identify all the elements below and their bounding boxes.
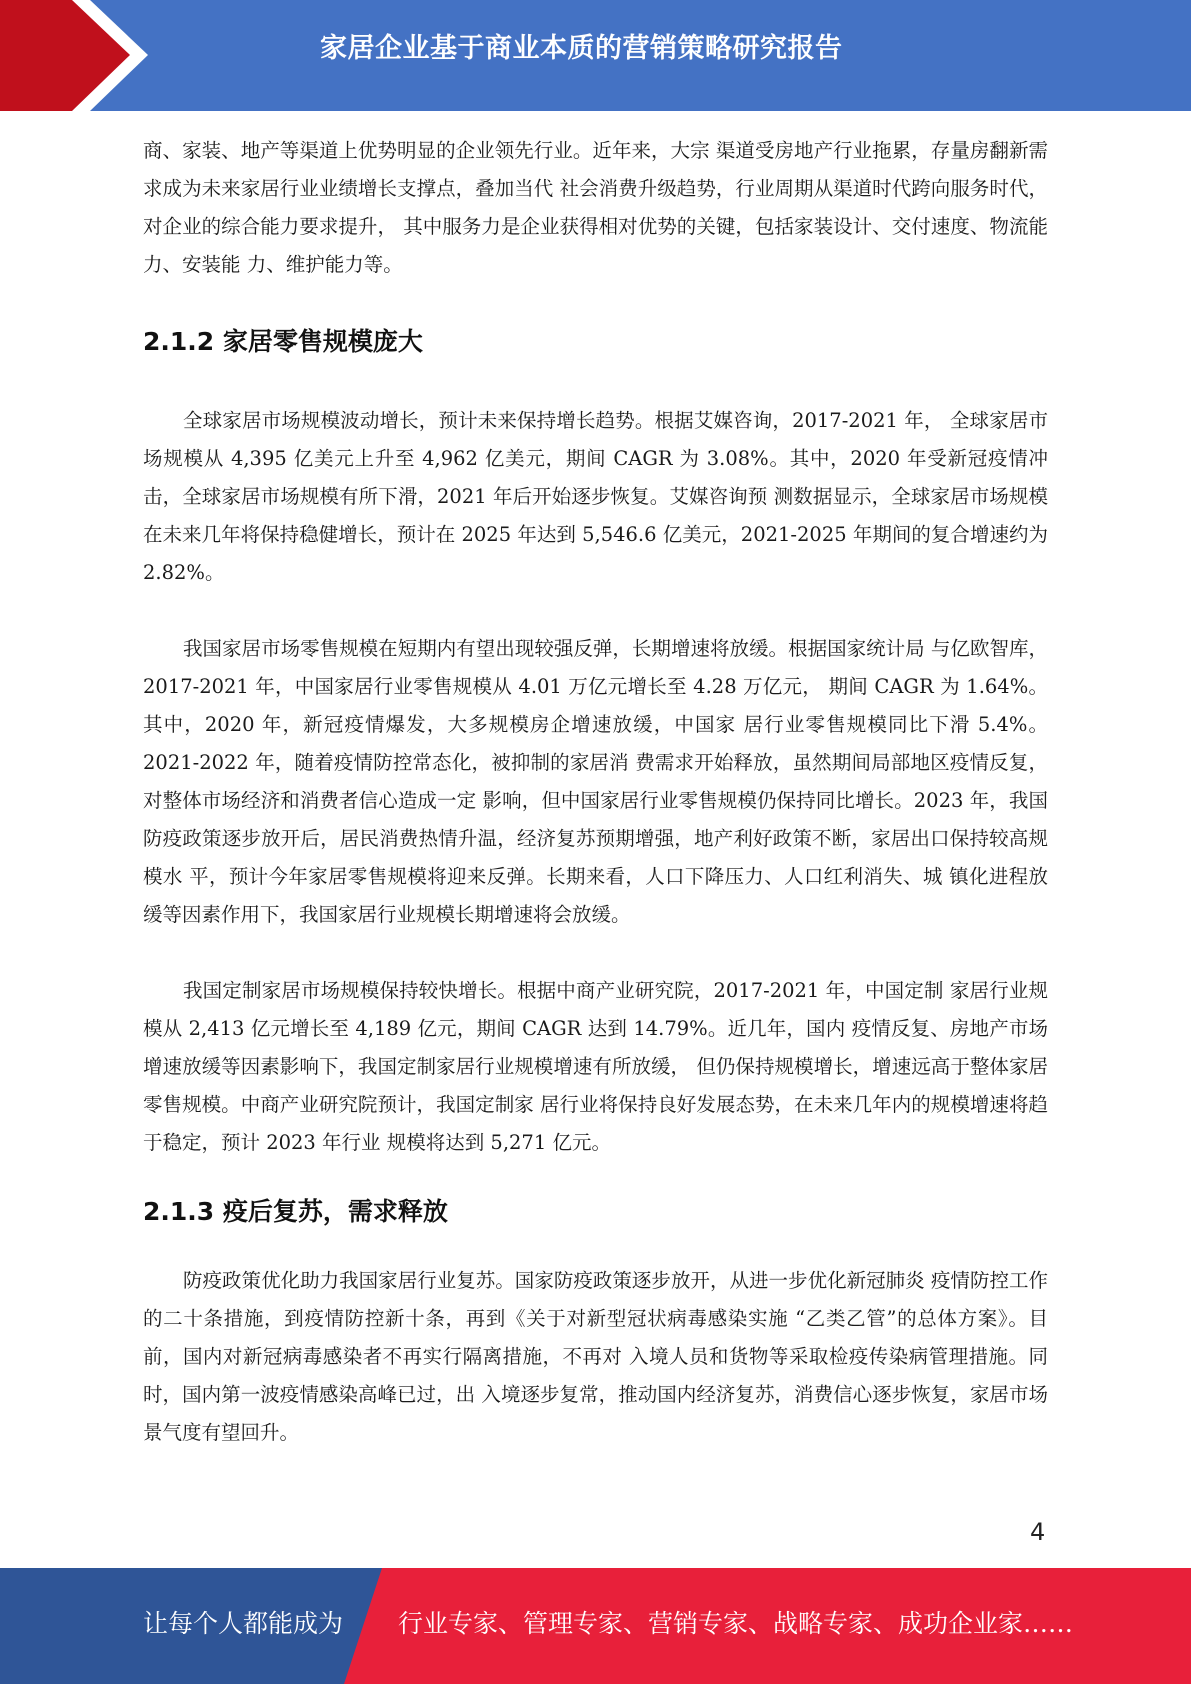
paragraph: 我国定制家居市场规模保持较快增长。根据中商产业研究院，2017-2021 年，中国定制 家居行业规模从 2,413 亿元增长至 4,189 亿元，期间 CAGR 达到 14.79%。近几年，国内 疫情反复、房地产市场增速放缓等因素影响下，我国定制家居行业规模增速有所放缓， 但仍保持规模增长，增速远高于整体家居零售规模。中商产业研究院预计，我国定制家 居行业将保持良好发展态势，在未来几年内的规模增速将趋于稳定，预计 2023 年行业 规模将达到 5,271 亿元。 bbox=[143, 979, 1048, 1154]
document-body bbox=[143, 132, 1048, 1452]
intro-paragraph: 商、家装、地产等渠道上优势明显的企业领先行业。近年来，大宗 渠道受房地产行业拖累，存量房翻新需求成为未来家居行业业绩增长支撑点，叠加当代 社会消费升级趋势，行业周期从渠道时代跨向服务时代，对企业的综合能力要求提升， 其中服务力是企业获得相对优势的关键，包括家装设计、交付速度、物流能力、安装能 力、维护能力等。 bbox=[143, 139, 1048, 276]
page-header bbox=[0, 0, 1191, 111]
header-arrow-decoration bbox=[0, 0, 160, 111]
page-footer bbox=[0, 1568, 1191, 1684]
paragraph: 我国家居市场零售规模在短期内有望出现较强反弹，长期增速将放缓。根据国家统计局 与亿欧智库，2017-2021 年，中国家居行业零售规模从 4.01 万亿元增长至 4.28 万亿元， 期间 CAGR 为 1.64%。其中，2020 年，新冠疫情爆发，大多规模房企增速放缓，中国家 居行业零售规模同比下滑 5.4%。2021-2022 年，随着疫情防控常态化，被抑制的家居消 费需求开始释放，虽然期间局部地区疫情反复，对整体市场经济和消费者信心造成一定 影响，但中国家居行业零售规模仍保持同比增长。2023 年，我国防疫政策逐步放开后，居民消费热情升温，经济复苏预期增强，地产利好政策不断，家居出口保持较高规模水 平，预计今年家居零售规模将迎来反弹。长期来看，人口下降压力、人口红利消失、城 镇化进程放缓等因素作用下，我国家居行业规模长期增速将会放缓。 bbox=[143, 637, 1048, 926]
paragraph: 防疫政策优化助力我国家居行业复苏。国家防疫政策逐步放开，从进一步优化新冠肺炎 疫情防控工作的二十条措施，到疫情防控新十条，再到《关于对新型冠状病毒感染实施 “乙类乙管”的总体方案》。目前，国内对新冠病毒感染者不再实行隔离措施，不再对 入境人员和货物等采取检疫传染病管理措施。同时，国内第一波疫情感染高峰已过，出 入境逐步复常，推动国内经济复苏，消费信心逐步恢复，家居市场景气度有望回升。 bbox=[143, 1269, 1048, 1444]
footer-slogan-left: 让每个人都能成为 bbox=[143, 1609, 344, 1638]
section-heading-2-1-2: 2.1.2 家居零售规模庞大 bbox=[143, 327, 423, 356]
page-number: 4 bbox=[1030, 1518, 1046, 1546]
paragraph: 全球家居市场规模波动增长，预计未来保持增长趋势。根据艾媒咨询，2017-2021 年， 全球家居市场规模从 4,395 亿美元上升至 4,962 亿美元，期间 CAGR 为 3.08%。其中，2020 年受新冠疫情冲击，全球家居市场规模有所下滑，2021 年后开始逐步恢复。艾媒咨询预 测数据显示，全球家居市场规模在未来几年将保持稳健增长，预计在 2025 年达到 5,546.6 亿美元，2021-2025 年期间的复合增速约为 2.82%。 bbox=[143, 409, 1048, 584]
report-title: 家居企业基于商业本质的营销策略研究报告 bbox=[320, 33, 843, 64]
section-heading-2-1-3: 2.1.3 疫后复苏，需求释放 bbox=[143, 1197, 448, 1226]
footer-slogan-right: 行业专家、管理专家、营销专家、战略专家、成功企业家…… bbox=[398, 1609, 1074, 1638]
